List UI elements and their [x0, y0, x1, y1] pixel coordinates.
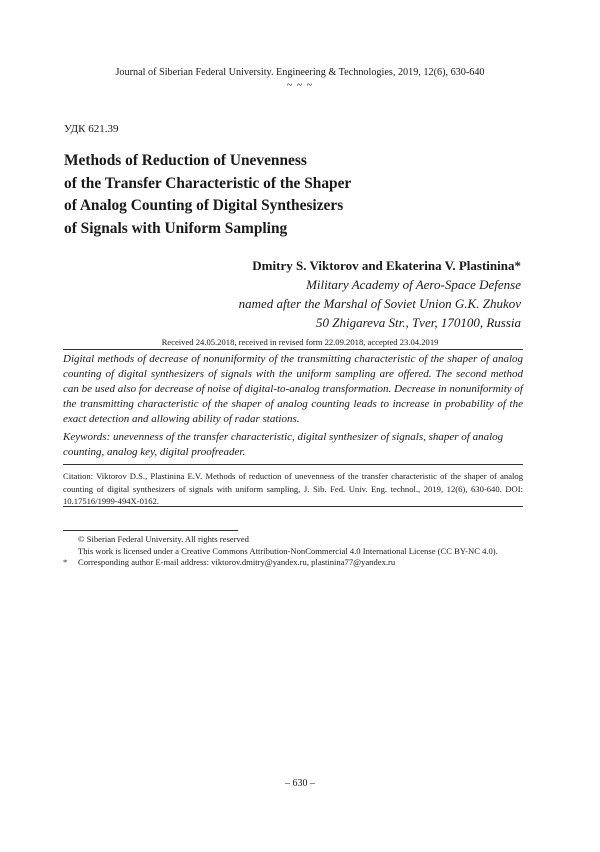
title-line: of the Transfer Characteristic of the Shaper	[64, 174, 352, 192]
footnotes	[63, 534, 543, 569]
title-line: of Signals with Uniform Sampling	[64, 219, 288, 237]
keywords: Keywords: unevenness of the transfer characteristic, digital synthesizer of signals, shaper of analog counting, analog key, digital proofreader.	[63, 431, 504, 458]
udc-code: УДК 621.39	[64, 123, 119, 135]
affiliation-line: named after the Marshal of Soviet Union G.K. Zhukov	[238, 296, 521, 311]
author-block	[239, 256, 521, 332]
header-ornament: ~ ~ ~	[286, 80, 314, 91]
paper-title	[64, 150, 484, 240]
license-note: This work is licensed under a Creative Commons Attribution-NonCommercial 4.0 International License (CC BY-NC 4.0).	[78, 545, 498, 556]
divider	[63, 464, 523, 465]
title-line: Methods of Reduction of Unevenness	[64, 152, 307, 169]
title-line: of Analog Counting of Digital Synthesizers	[64, 197, 344, 214]
author-names: Dmitry S. Viktorov and Ekaterina V. Plastinina*	[252, 258, 521, 273]
affiliation-line: 50 Zhigareva Str., Tver, 170100, Russia	[316, 315, 521, 330]
journal-header: Journal of Siberian Federal University. Engineering & Technologies, 2019, 12(6), 630-640	[115, 67, 485, 78]
received-dates: Received 24.05.2018, received in revised form 22.09.2018, accepted 23.04.2019	[161, 337, 439, 347]
abstract: Digital methods of decrease of nonuniformity of the transmitting characteristic of the shaper of analog counting of digital synthesizers of signals with the uniform sampling are offered. The second method can be used also for decrease of noise of digital-to-analog transformation. Decrease in nonuniformity of the transmitting characteristic of the shaper of analog counting leads to increase in probability of the exact detection and allowing ability of radar stations.	[63, 353, 523, 425]
divider	[63, 349, 523, 350]
page-number: – 630 –	[285, 778, 315, 789]
corresponding-author-note: Corresponding author E-mail address: viktorov.dmitry@yandex.ru, plastinina77@yandex.ru	[78, 557, 396, 568]
footnote-divider	[63, 530, 238, 531]
divider	[63, 506, 523, 507]
affiliation-line: Military Academy of Aero-Space Defense	[306, 277, 521, 292]
citation: Citation: Viktorov D.S., Plastinina E.V. Methods of reduction of unevenness of the transfer characteristic of the shaper of analog counting of digital synthesizers of signals with uniform sampling, J. Sib. Fed. Univ. Eng. technol., 2019, 12(6), 630-640. DOI: 10.17516/1999-494X-0162.	[63, 471, 523, 506]
copyright-note: © Siberian Federal University. All rights reserved	[78, 534, 249, 544]
footnote-star: *	[63, 557, 68, 568]
